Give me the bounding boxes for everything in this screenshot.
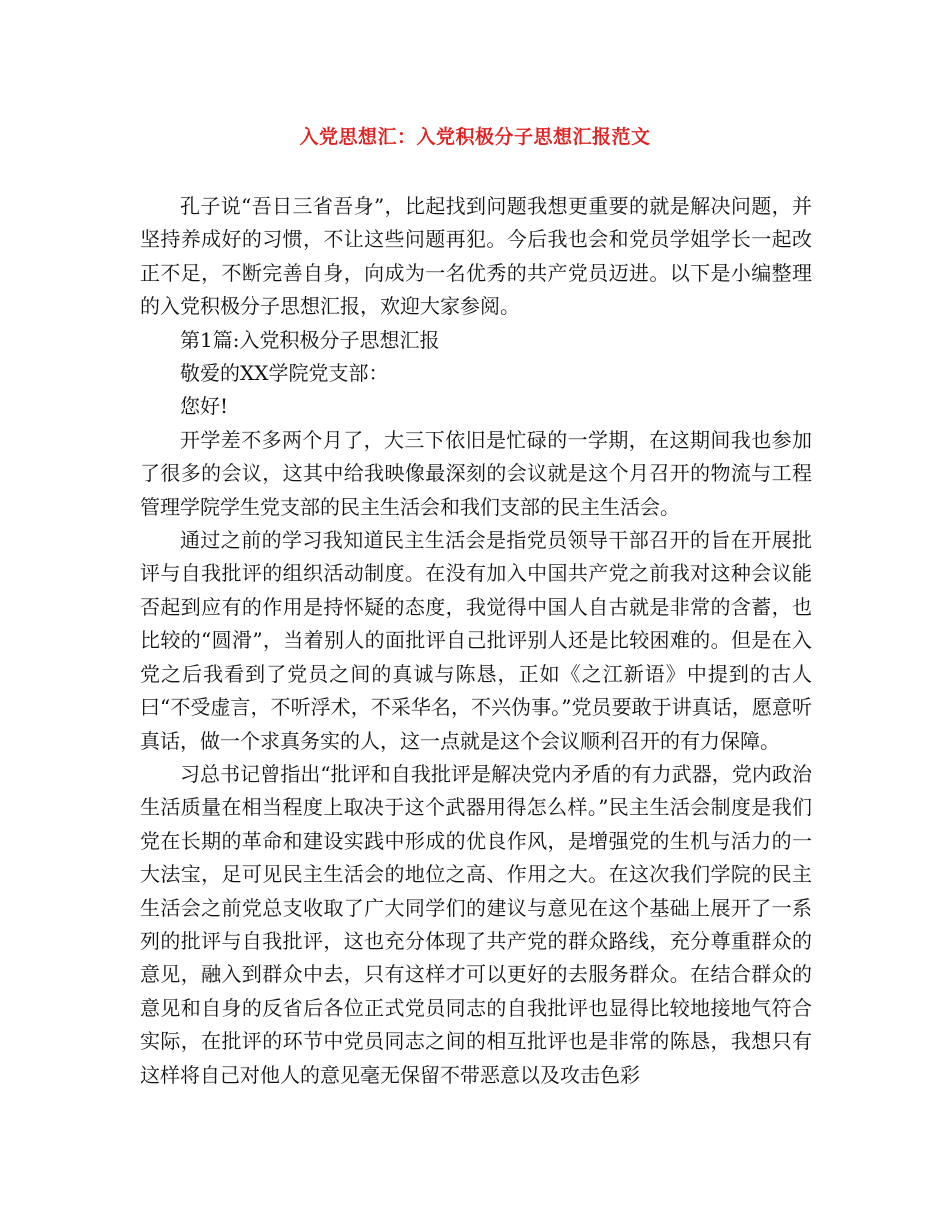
paragraph-body-3: 习总书记曾指出“批评和自我批评是解决党内矛盾的有力武器，党内政治生活质量在相当程度上取决于这个武器用得怎么样。”民主生活会制度是我们党在长期的革命和建设实践中形成的优良作风，是增强党的生机与活力的一大法宝，足可见民主生活会的地位之高、作用之大。在这次我们学院的民主生活会之前党总支收取了广大同学们的建议与意见在这个基础上展开了一系列的批评与自我批评，这也充分体现了共产党的群众路线，充分尊重群众的意见，融入到群众中去，只有这样才可以更好的去服务群众。在结合群众的意见和自身的反省后各位正式党员同志的自我批评也显得比较地接地气符合实际，在批评的环节中党员同志之间的相互批评也是非常的陈恳，我想只有这样将自己对他人的意见毫无保留不带恶意以及攻击色彩 (140, 761, 812, 1087)
paragraph-intro: 孔子说“吾日三省吾身”，比起找到问题我想更重要的就是解决问题，并坚持养成好的习惯，不让这些问题再犯。今后我也会和党员学姐学长一起改正不足，不断完善自身，向成为一名优秀的共产党员迈进。以下是小编整理的入党积极分子思想汇报，欢迎大家参阅。 (140, 194, 812, 319)
paragraph-greeting: 您好! (180, 394, 229, 419)
document-title: 入党思想汇：入党积极分子思想汇报范文 (299, 126, 651, 148)
document-body (140, 190, 812, 1092)
paragraph-body-2: 通过之前的学习我知道民主生活会是指党员领导干部召开的旨在开展批评与自我批评的组织活动制度。在没有加入中国共产党之前我对这种会议能否起到应有的作用是持怀疑的态度，我觉得中国人自古就是非常的含蓄，也比较的“圆滑”，当着别人的面批评自己批评别人还是比较困难的。但是在入党之后我看到了党员之间的真诚与陈恳，正如《之江新语》中提到的古人曰“不受虚言，不听浮术，不采华名，不兴伪事。”党员要敢于讲真话，愿意听真话，做一个求真务实的人，这一点就是这个会议顺利召开的有力保障。 (140, 528, 812, 753)
paragraph-section-heading: 第1篇:入党积极分子思想汇报 (180, 327, 440, 352)
paragraph-salutation: 敬爱的XX学院党支部： (180, 361, 389, 386)
paragraph-body-1: 开学差不多两个月了，大三下依旧是忙碌的一学期，在这期间我也参加了很多的会议，这其中给我映像最深刻的会议就是这个月召开的物流与工程管理学院学生党支部的民主生活会和我们支部的民主生活会。 (140, 427, 812, 519)
